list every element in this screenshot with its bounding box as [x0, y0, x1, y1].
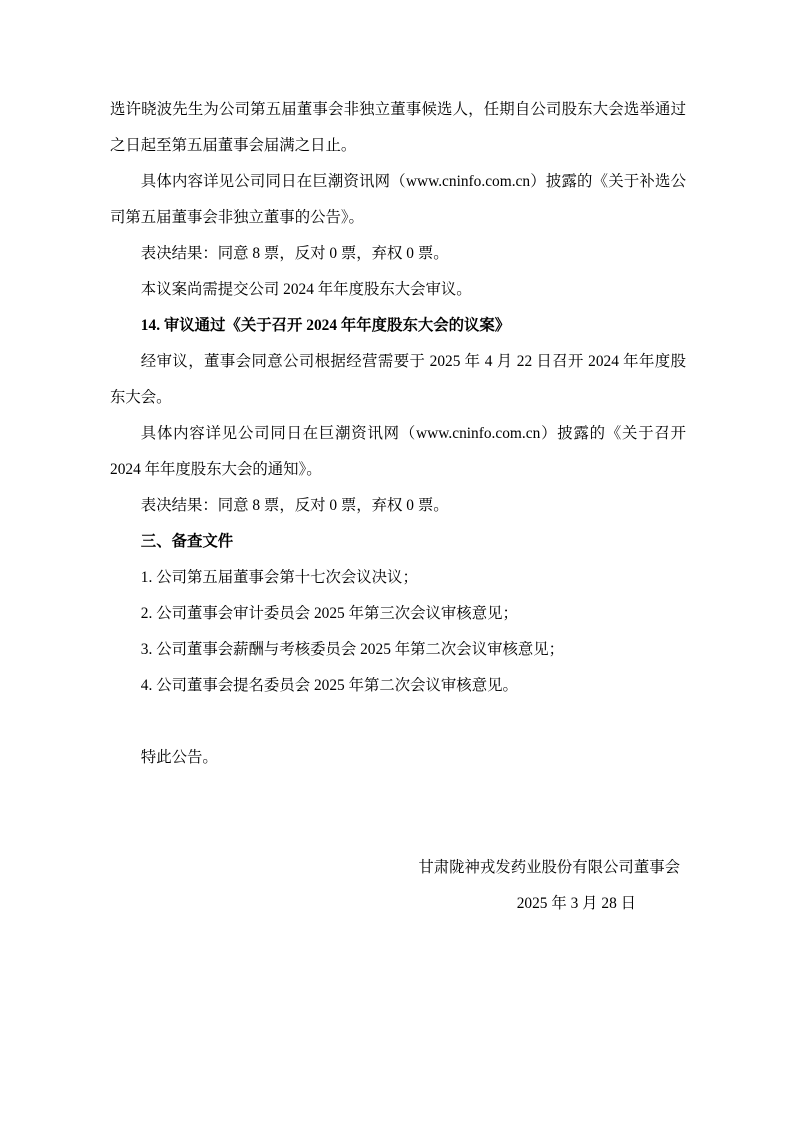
reference-document-item-4: 4. 公司董事会提名委员会 2025 年第二次会议审核意见。 — [140, 677, 518, 694]
paragraph-submit-to-shareholders-meeting: 本议案尚需提交公司 2024 年年度股东大会审议。 — [140, 281, 472, 298]
heading-reference-documents: 三、备查文件 — [140, 533, 234, 550]
paragraph-vote-result-13: 表决结果：同意 8 票，反对 0 票，弃权 0 票。 — [140, 245, 449, 262]
reference-document-item-3: 3. 公司董事会薪酬与考核委员会 2025 年第二次会议审核意见； — [140, 641, 565, 658]
paragraph-resolution-item-14: 经审议，董事会同意公司根据经营需要于 2025 年 4 月 22 日召开 2024 年年度股东大会。 — [110, 353, 686, 406]
heading-item-14: 14. 审议通过《关于召开 2024 年年度股东大会的议案》 — [140, 317, 511, 334]
signature-block — [110, 850, 686, 922]
signature-date: 2025 年 3 月 28 日 — [516, 895, 636, 912]
paragraph-closing-announcement: 特此公告。 — [140, 749, 218, 766]
paragraph-disclosure-director-election: 具体内容详见公司同日在巨潮资讯网（www.cninfo.com.cn）披露的《关于补选公司第五届董事会非独立董事的公告》。 — [110, 173, 686, 226]
reference-document-item-1: 1. 公司第五届董事会第十七次会议决议； — [140, 569, 418, 586]
document-body — [110, 92, 686, 922]
signature-company: 甘肃陇神戎发药业股份有限公司董事会 — [418, 859, 680, 876]
paragraph-disclosure-meeting-notice: 具体内容详见公司同日在巨潮资讯网（www.cninfo.com.cn）披露的《关于召开 2024 年年度股东大会的通知》。 — [110, 425, 686, 478]
spacer — [110, 704, 686, 740]
reference-document-item-2: 2. 公司董事会审计委员会 2025 年第三次会议审核意见； — [140, 605, 518, 622]
paragraph-vote-result-14: 表决结果：同意 8 票，反对 0 票，弃权 0 票。 — [140, 497, 449, 514]
paragraph-continued-candidate: 选许晓波先生为公司第五届董事会非独立董事候选人，任期自公司股东大会选举通过之日起至第五届董事会届满之日止。 — [110, 101, 686, 154]
